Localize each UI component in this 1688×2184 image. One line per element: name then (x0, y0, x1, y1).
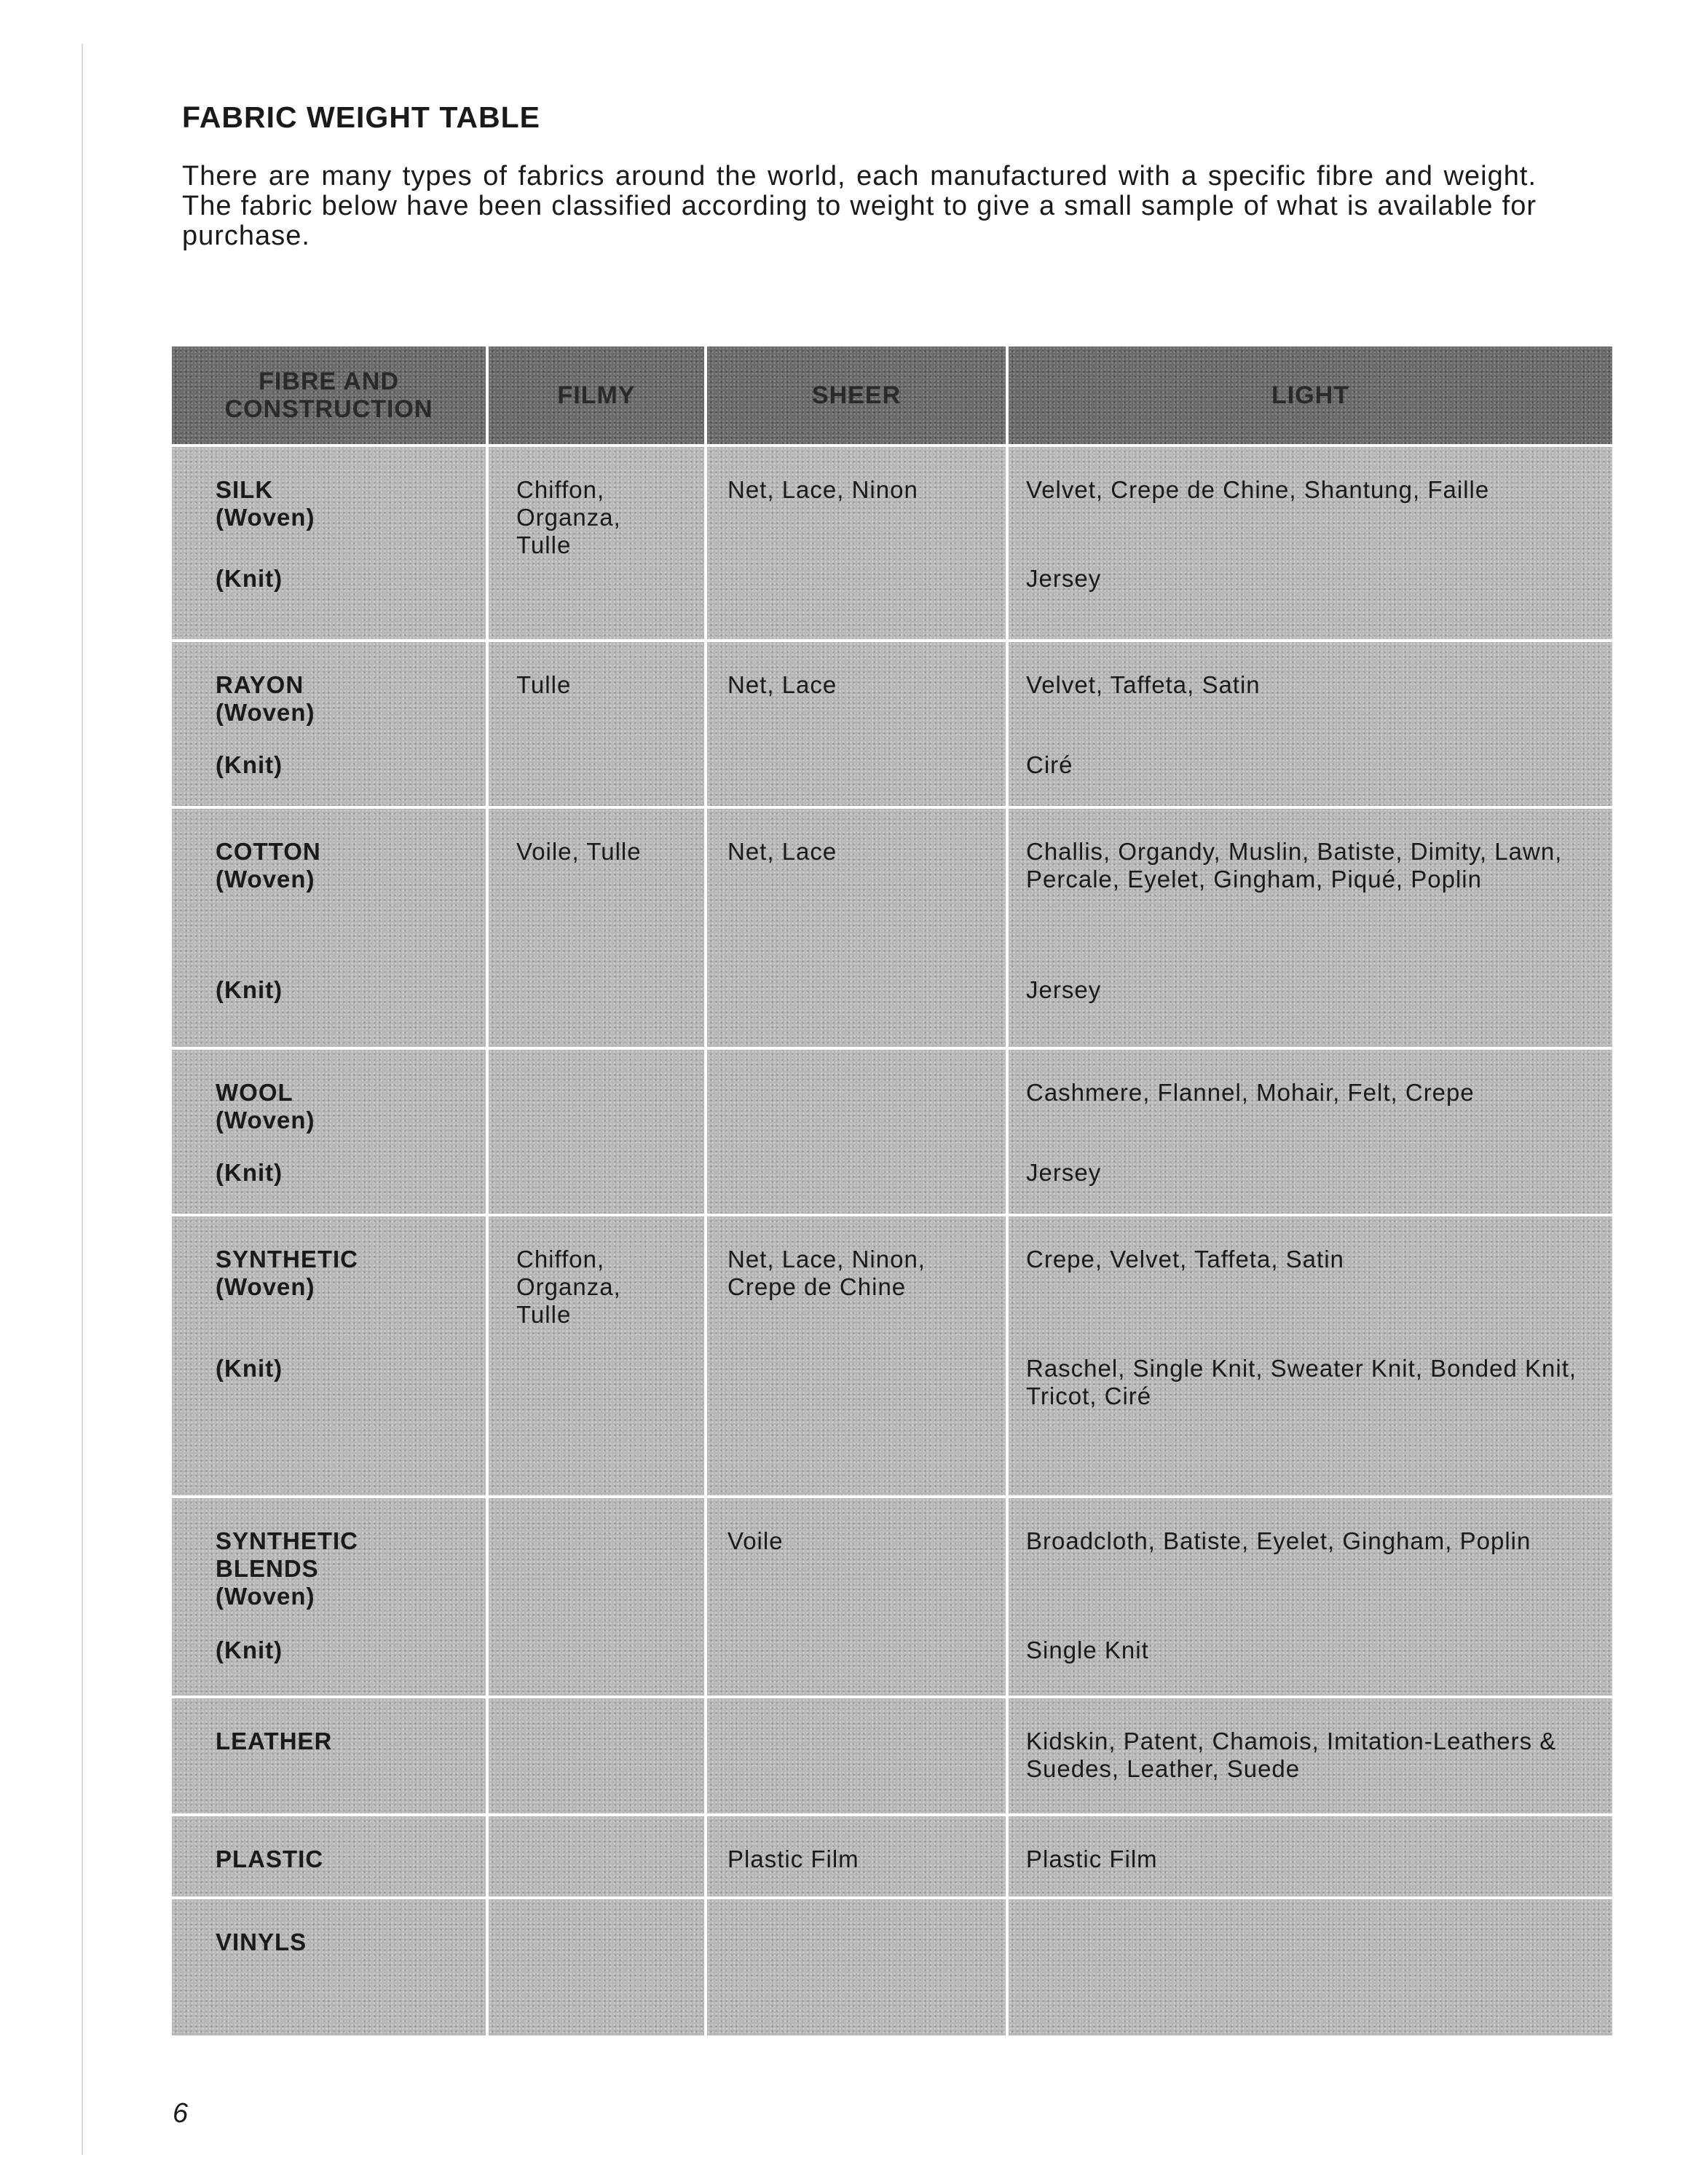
fibre-cell-vinyls (172, 1899, 486, 2035)
fibre-cell-plastic (172, 1816, 486, 1896)
fibre-cell-leather (172, 1698, 486, 1813)
fibre-name: LEATHER (216, 1728, 333, 1754)
page-number: 6 (173, 2098, 189, 2129)
fibre-name: WOOL (216, 1079, 293, 1106)
knit-label: (Knit) (216, 751, 283, 778)
fibre-construction: (Woven) (216, 1107, 315, 1133)
light-knit: Jersey (1026, 565, 1102, 592)
knit-label: (Knit) (216, 565, 283, 592)
header-filmy: FILMY (489, 347, 704, 444)
light-knit: Ciré (1026, 751, 1073, 778)
sheer-cell-plastic: Plastic Film (707, 1816, 1006, 1896)
light-cell-cotton (1009, 809, 1612, 1047)
filmy-cell-synthetic: Chiffon, Organza, Tulle (489, 1216, 704, 1495)
light-woven: Velvet, Taffeta, Satin (1026, 671, 1261, 698)
fibre-cell-silk (172, 447, 486, 639)
intro-paragraph: There are many types of fabrics around the world, each manufactured with a specific fibre and weight. The fabric below have been classified according to weight to give a small sample of what is available for purchase. (182, 161, 1537, 251)
fibre-name: PLASTIC (216, 1845, 324, 1872)
light-woven: Challis, Organdy, Muslin, Batiste, Dimity, Lawn, Percale, Eyelet, Gingham, Piqué, Poplin (1026, 838, 1563, 893)
sheer-cell-synthetic-blends: Voile (707, 1498, 1006, 1696)
light-knit: Jersey (1026, 1159, 1102, 1186)
light-woven: Kidskin, Patent, Chamois, Imitation-Leathers & Suedes, Leather, Suede (1026, 1728, 1557, 1782)
light-cell-vinyls (1009, 1899, 1612, 2035)
sheer-cell-rayon: Net, Lace (707, 642, 1006, 806)
sheer-cell-leather (707, 1698, 1006, 1813)
light-cell-rayon (1009, 642, 1612, 806)
fibre-name: SYNTHETIC (216, 1527, 359, 1554)
light-woven: Broadcloth, Batiste, Eyelet, Gingham, Poplin (1026, 1527, 1531, 1554)
knit-label: (Knit) (216, 1159, 283, 1186)
knit-label: (Knit) (216, 1355, 283, 1382)
light-knit: Single Knit (1026, 1637, 1149, 1663)
filmy-cell-rayon: Tulle (489, 642, 704, 806)
header-sheer: SHEER (707, 347, 1006, 444)
filmy-cell-synthetic-blends (489, 1498, 704, 1696)
light-woven: Velvet, Crepe de Chine, Shantung, Faille (1026, 476, 1490, 503)
knit-label: (Knit) (216, 1637, 283, 1663)
fibre-name-line2: BLENDS (216, 1555, 319, 1582)
header-light: LIGHT (1009, 347, 1612, 444)
fibre-cell-rayon (172, 642, 486, 806)
fibre-construction: (Woven) (216, 699, 315, 726)
sheer-cell-synthetic: Net, Lace, Ninon, Crepe de Chine (707, 1216, 1006, 1495)
header-fibre: FIBRE AND CONSTRUCTION (172, 347, 486, 444)
fibre-cell-cotton (172, 809, 486, 1047)
light-knit: Raschel, Single Knit, Sweater Knit, Bonded Knit, Tricot, Ciré (1026, 1355, 1577, 1409)
filmy-cell-vinyls (489, 1899, 704, 2035)
sheer-cell-vinyls (707, 1899, 1006, 2035)
light-cell-leather (1009, 1698, 1612, 1813)
light-woven: Plastic Film (1026, 1845, 1158, 1872)
fabric-weight-table (172, 347, 1612, 2031)
fibre-construction: (Woven) (216, 504, 315, 531)
fibre-name: COTTON (216, 838, 321, 865)
filmy-cell-cotton: Voile, Tulle (489, 809, 704, 1047)
page-title: FABRIC WEIGHT TABLE (182, 100, 540, 134)
light-cell-wool (1009, 1050, 1612, 1214)
fibre-construction: (Woven) (216, 1583, 315, 1610)
fibre-construction: (Woven) (216, 866, 315, 893)
sheer-cell-wool (707, 1050, 1006, 1214)
filmy-cell-silk: Chiffon, Organza, Tulle (489, 447, 704, 639)
knit-label: (Knit) (216, 976, 283, 1003)
page-edge (82, 44, 83, 2155)
light-woven: Cashmere, Flannel, Mohair, Felt, Crepe (1026, 1079, 1475, 1106)
filmy-cell-plastic (489, 1816, 704, 1896)
fibre-construction: (Woven) (216, 1273, 315, 1300)
fibre-name: VINYLS (216, 1928, 307, 1955)
fibre-name: SYNTHETIC (216, 1246, 359, 1273)
fibre-cell-synthetic (172, 1216, 486, 1495)
light-cell-synthetic-blends (1009, 1498, 1612, 1696)
fibre-cell-wool (172, 1050, 486, 1214)
fibre-cell-synthetic-blends (172, 1498, 486, 1696)
sheer-cell-cotton: Net, Lace (707, 809, 1006, 1047)
sheer-cell-silk: Net, Lace, Ninon (707, 447, 1006, 639)
light-cell-synthetic (1009, 1216, 1612, 1495)
filmy-cell-wool (489, 1050, 704, 1214)
light-woven: Crepe, Velvet, Taffeta, Satin (1026, 1246, 1344, 1273)
fibre-name: RAYON (216, 671, 304, 698)
filmy-cell-leather (489, 1698, 704, 1813)
fibre-name: SILK (216, 476, 274, 503)
light-knit: Jersey (1026, 976, 1102, 1003)
light-cell-silk (1009, 447, 1612, 639)
light-cell-plastic (1009, 1816, 1612, 1896)
